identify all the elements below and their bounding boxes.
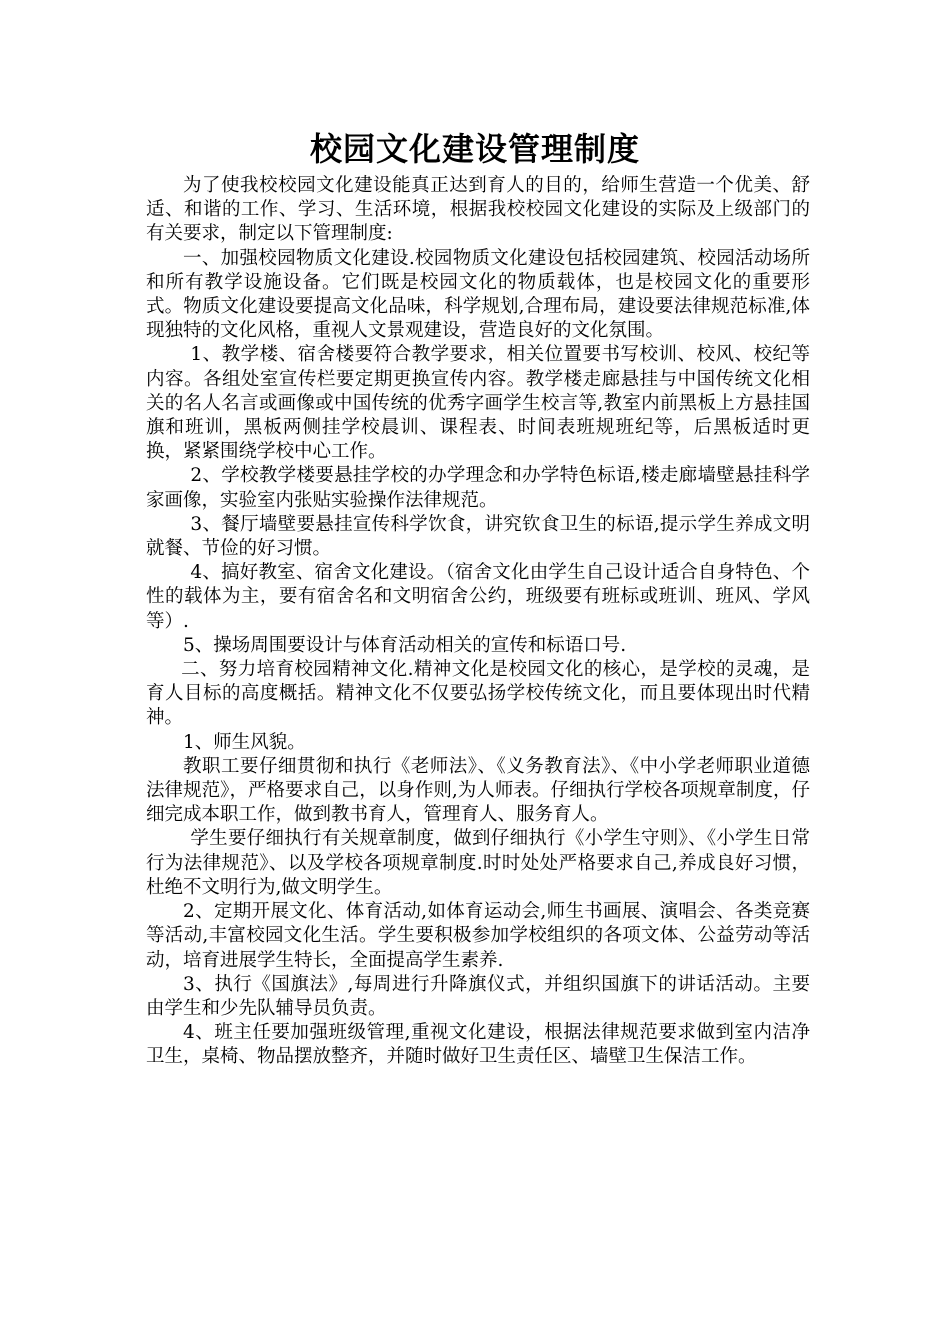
document-title: 校园文化建设管理制度 (309, 130, 640, 168)
student-conduct-paragraph: 学生要仔细执行有关规章制度，做到仔细执行《小学生守则》、《小学生日常行为法律规范》、以及学校各项规章制度.时时处处严格要求自己,养成良好习惯，杜绝不文明行为,做文明学生。 (146, 828, 810, 898)
section-1-item-2: 2、学校教学楼要悬挂学校的办学理念和办学特色标语,楼走廊墙壁悬挂科学家画像，实验室内张贴实验操作法律规范。 (146, 465, 810, 511)
section-2-item-1-heading: 1、师生风貌。 (183, 731, 306, 753)
section-1-item-3: 3、餐厅墙壁要悬挂宣传科学饮食，讲究钦食卫生的标语,提示学生养成文明就餐、节俭的好习惯。 (146, 513, 810, 560)
section-2-item-3: 3、执行《国旗法》,每周进行升降旗仪式，并组织国旗下的讲话活动。主要由学生和少先队辅导员负责。 (146, 973, 810, 1019)
section-2-item-4: 4、班主任要加强班级管理,重视文化建设，根据法律规范要求做到室内洁净卫生，桌椅、物品摆放整齐，并随时做好卫生责任区、墙壁卫生保洁工作。 (146, 1022, 810, 1068)
section-1-item-1: 1、教学楼、宿舍楼要符合教学要求，相关位置要书写校训、校风、校纪等内容。各组处室宣传栏要定期更换宣传内容。教学楼走廊悬挂与中国传统文化相关的名人名言或画像或中国传统的优秀字画学生校言等,教室内前黑板上方悬挂国旗和班训，黑板两侧挂学校晨训、课程表、时间表班规班纪等，后黑板适时更换，紧紧围绕学校中心工作。 (146, 344, 810, 463)
section-2-heading-paragraph: 二、努力培育校园精神文化.精神文化是校园文化的核心，是学校的灵魂，是育人目标的高度概括。精神文化不仅要弘扬学校传统文化，而且要体现出时代精神。 (146, 659, 810, 729)
section-1-item-4: 4、搞好教室、宿舍文化建设。（宿舍文化由学生自己设计适合自身特色、个性的载体为主，要有宿舍名和文明宿舍公约，班级要有班标或班训、班风、学风等）. (146, 562, 810, 632)
section-1-heading-paragraph: 一、加强校园物质文化建设.校园物质文化建设包括校园建筑、校园活动场所和所有教学设施设备。它们既是校园文化的物质载体，也是校园文化的重要形式。物质文化建设要提高文化品味，科学规划,合理布局，建设要法律规范标准,体现独特的文化风格，重视人文景观建设，营造良好的文化氛围。 (146, 247, 810, 342)
document-body (146, 174, 810, 1070)
section-2-item-2: 2、定期开展文化、体育活动,如体育运动会,师生书画展、演唱会、各类竞赛等活动,丰富校园文化生活。学生要积极参加学校组织的各项文体、公益劳动等活动，培育进展学生特长，全面提高学生素养. (146, 901, 810, 971)
staff-conduct-paragraph: 教职工要仔细贯彻和执行《老师法》、《义务教育法》、《中小学老师职业道德法律规范》，严格要求自己，以身作则,为人师表。仔细执行学校各项规章制度，仔细完成本职工作，做到教书育人，管理育人、服务育人。 (146, 755, 810, 826)
intro-paragraph: 为了使我校校园文化建设能真正达到育人的目的，给师生营造一个优美、舒适、和谐的工作、学习、生活环境，根据我校校园文化建设的实际及上级部门的有关要求，制定以下管理制度: (146, 175, 810, 245)
section-1-item-5: 5、操场周围要设计与体育活动相关的宣传和标语口号. (183, 634, 627, 656)
